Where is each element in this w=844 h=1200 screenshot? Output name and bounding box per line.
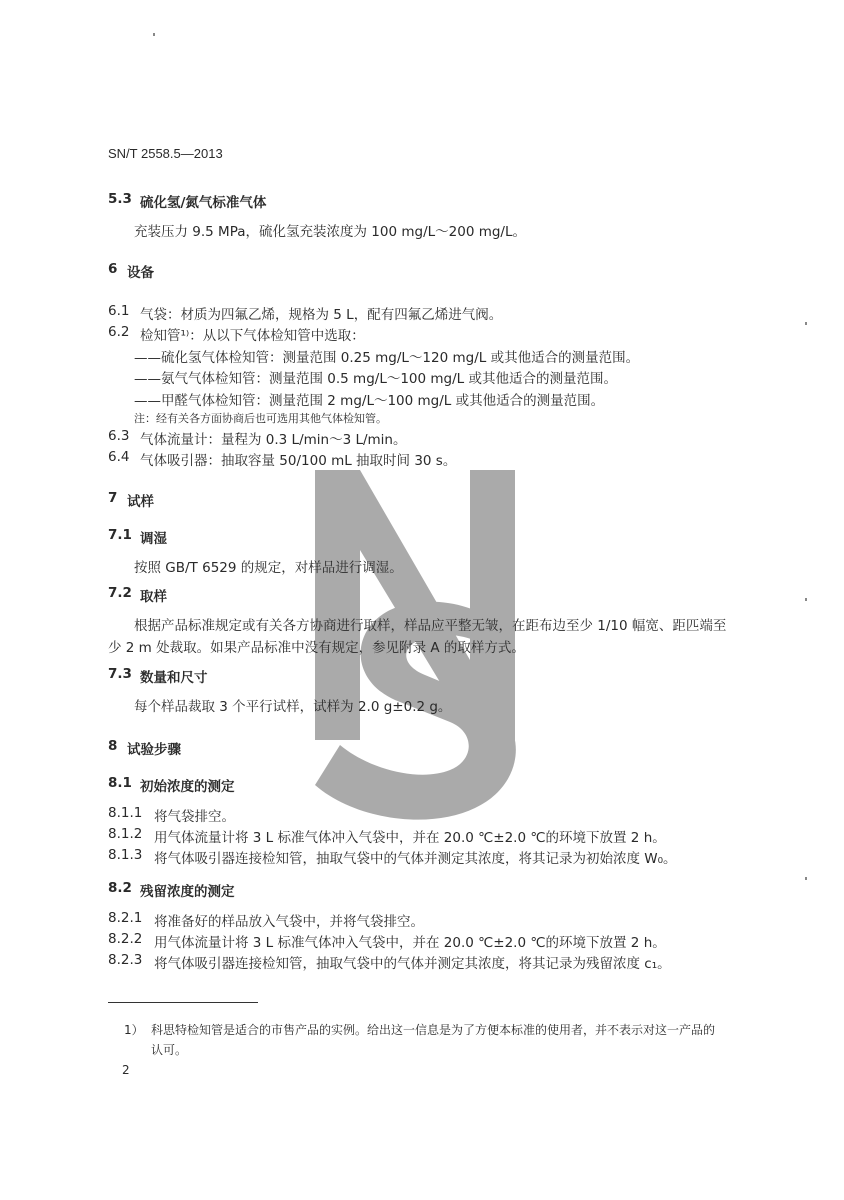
section-7-2-body-line2: 少 2 m 处裁取。如果产品标准中没有规定，参见附录 A 的取样方式。 bbox=[108, 640, 525, 656]
step-8-1-3-number: 8.1.3 bbox=[108, 847, 143, 863]
footnote-mark: 1） bbox=[124, 1023, 144, 1037]
step-8-2-1-text: 将准备好的样品放入气袋中，并将气袋排空。 bbox=[154, 914, 424, 930]
detector-tube-hcho: ——甲醛气体检知管：测量范围 2 mg/L～100 mg/L 或其他适合的测量范围。 bbox=[134, 393, 605, 409]
step-8-1-3-text: 将气体吸引器连接检知管，抽取气袋中的气体并测定其浓度，将其记录为初始浓度 W₀。 bbox=[154, 851, 677, 867]
item-6-3-text: 气体流量计：量程为 0.3 L/min～3 L/min。 bbox=[140, 432, 407, 448]
section-8-1-number: 8.1 bbox=[108, 775, 132, 791]
section-6-number: 6 bbox=[108, 261, 118, 277]
footnote-line1: 科思特检知管是适合的市售产品的实例。给出这一信息是为了方便本标准的使用者，并不表示对这一产品的 bbox=[151, 1023, 716, 1037]
step-8-2-2-number: 8.2.2 bbox=[108, 931, 143, 947]
scan-speck bbox=[805, 322, 807, 325]
standard-code: SN/T 2558.5—2013 bbox=[108, 146, 223, 161]
section-7-3-body: 每个样品裁取 3 个平行试样，试样为 2.0 g±0.2 g。 bbox=[134, 699, 452, 715]
scan-speck bbox=[153, 33, 155, 36]
section-8-number: 8 bbox=[108, 738, 118, 754]
detector-tube-nh3: ——氨气气体检知管：测量范围 0.5 mg/L～100 mg/L 或其他适合的测量范围。 bbox=[134, 371, 617, 387]
detector-tube-h2s: ——硫化氢气体检知管：测量范围 0.25 mg/L～120 mg/L 或其他适合的测量范围。 bbox=[134, 350, 640, 366]
scan-speck bbox=[805, 877, 807, 880]
section-7-1-title: 调湿 bbox=[140, 531, 167, 547]
section-7-3-title: 数量和尺寸 bbox=[140, 670, 208, 686]
page-number: 2 bbox=[122, 1063, 130, 1077]
item-6-4-text: 气体吸引器：抽取容量 50/100 mL 抽取时间 30 s。 bbox=[140, 453, 457, 469]
section-8-title: 试验步骤 bbox=[127, 742, 181, 758]
section-7-2-body-line1: 根据产品标准规定或有关各方协商进行取样，样品应平整无皱，在距布边至少 1/10 幅宽、距匹端至 bbox=[134, 618, 727, 634]
section-7-1-number: 7.1 bbox=[108, 527, 132, 543]
section-7-2-title: 取样 bbox=[140, 589, 167, 605]
section-7-2-number: 7.2 bbox=[108, 585, 132, 601]
step-8-2-2-text: 用气体流量计将 3 L 标准气体冲入气袋中，并在 20.0 ℃±2.0 ℃的环境下放置 2 h。 bbox=[154, 935, 666, 951]
step-8-1-1-text: 将气袋排空。 bbox=[154, 809, 235, 825]
item-6-1-text: 气袋：材质为四氟乙烯，规格为 5 L，配有四氟乙烯进气阀。 bbox=[140, 307, 503, 323]
section-8-1-title: 初始浓度的测定 bbox=[140, 779, 235, 795]
section-7-1-body: 按照 GB/T 6529 的规定，对样品进行调湿。 bbox=[134, 560, 403, 576]
step-8-2-3-text: 将气体吸引器连接检知管，抽取气袋中的气体并测定其浓度，将其记录为残留浓度 c₁。 bbox=[154, 956, 671, 972]
step-8-2-1-number: 8.2.1 bbox=[108, 910, 143, 926]
footnote-line2: 认可。 bbox=[151, 1043, 188, 1057]
footnote-separator bbox=[108, 1002, 258, 1003]
section-7-title: 试样 bbox=[127, 494, 154, 510]
section-6-title: 设备 bbox=[127, 265, 154, 281]
section-5-3-number: 5.3 bbox=[108, 191, 132, 207]
note-6-2: 注：经有关各方面协商后也可选用其他气体检知管。 bbox=[134, 412, 387, 425]
section-7-3-number: 7.3 bbox=[108, 666, 132, 682]
section-8-2-number: 8.2 bbox=[108, 880, 132, 896]
step-8-1-2-text: 用气体流量计将 3 L 标准气体冲入气袋中，并在 20.0 ℃±2.0 ℃的环境下放置 2 h。 bbox=[154, 830, 666, 846]
step-8-1-1-number: 8.1.1 bbox=[108, 805, 143, 821]
item-6-2-text: 检知管¹⁾：从以下气体检知管中选取： bbox=[140, 328, 365, 344]
step-8-2-3-number: 8.2.3 bbox=[108, 952, 143, 968]
section-8-2-title: 残留浓度的测定 bbox=[140, 884, 235, 900]
section-5-3-body: 充装压力 9.5 MPa，硫化氢充装浓度为 100 mg/L～200 mg/L。 bbox=[134, 224, 526, 240]
item-6-2-number: 6.2 bbox=[108, 324, 130, 340]
item-6-1-number: 6.1 bbox=[108, 303, 130, 319]
step-8-1-2-number: 8.1.2 bbox=[108, 826, 143, 842]
scan-speck bbox=[805, 598, 807, 601]
item-6-4-number: 6.4 bbox=[108, 449, 130, 465]
section-7-number: 7 bbox=[108, 490, 118, 506]
section-5-3-title: 硫化氢/氮气标准气体 bbox=[140, 195, 267, 211]
item-6-3-number: 6.3 bbox=[108, 428, 130, 444]
